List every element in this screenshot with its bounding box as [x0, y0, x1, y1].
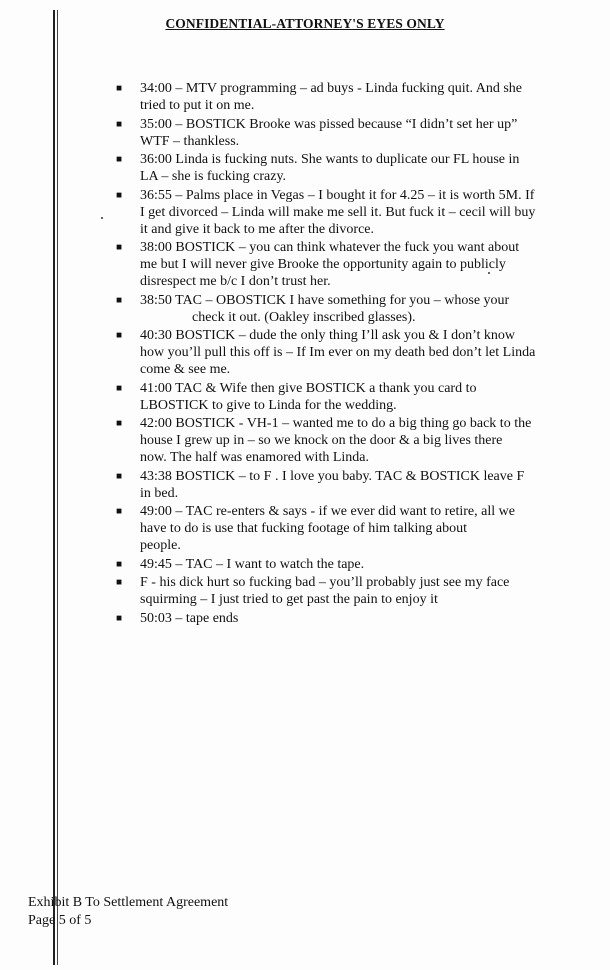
- entry-line: 49:45 – TAC – I want to watch the tape.: [140, 556, 365, 572]
- confidential-header: CONFIDENTIAL-ATTORNEY'S EYES ONLY: [165, 16, 445, 31]
- bullet-icon: ■: [116, 382, 123, 394]
- entry-line: 34:00 – MTV programming – ad buys - Linda fucking quit. And she: [140, 81, 522, 96]
- entry-line: 36:00 Linda is fucking nuts. She wants to duplicate our FL house in: [140, 152, 520, 167]
- entry-line: 35:00 – BOSTICK Brooke was pissed because “I didn’t set her up”: [140, 116, 518, 132]
- bullet-icon: ■: [116, 154, 123, 165]
- entry-line: 49:00 – TAC re-enters & says - if we ever did want to retire, all we: [140, 504, 515, 519]
- list-item: [116, 187, 576, 238]
- list-item: [116, 151, 576, 185]
- entry-line: I get divorced – Linda will make me sell it. But fuck it – cecil will buy: [140, 204, 536, 220]
- bullet-icon: ■: [116, 418, 123, 429]
- stray-mark: [101, 217, 103, 219]
- list-item: [116, 327, 576, 378]
- entry-line: disrespect me b/c I don’t trust her.: [140, 274, 331, 289]
- entry-line: have to do is use that fucking footage of him talking about: [140, 521, 467, 536]
- bullet-icon: ■: [116, 612, 123, 624]
- list-item: [116, 80, 576, 114]
- page-footer: [28, 894, 228, 930]
- entry-line: it and give it back to me after the divorce.: [140, 221, 375, 237]
- bullet-icon: ■: [116, 330, 123, 341]
- list-item: [116, 574, 576, 608]
- list-item: [116, 556, 576, 573]
- entry-line: 41:00 TAC & Wife then give BOSTICK a thank you card to: [140, 380, 477, 396]
- bullet-icon: ■: [116, 189, 123, 201]
- list-item: [116, 503, 576, 554]
- entry-line: WTF – thankless.: [140, 133, 240, 149]
- list-item: [116, 116, 576, 150]
- binding-line: [57, 10, 58, 965]
- entry-line: 38:50 TAC – OBOSTICK I have something for you – whose your: [140, 292, 510, 308]
- entry-line: how you’ll pull this off is – If Im ever on my death bed don’t let Linda: [140, 345, 536, 360]
- entry-line: 50:03 – tape ends: [140, 610, 239, 626]
- footer-exhibit-label: Exhibit B To Settlement Agreement: [28, 895, 229, 910]
- entry-line: LBOSTICK to give to Linda for the wedding.: [140, 397, 397, 413]
- binding-line: [53, 10, 55, 965]
- list-item: [116, 468, 576, 502]
- entry-line: 38:00 BOSTICK – you can think whatever the fuck you want about: [140, 240, 520, 255]
- list-item: [116, 610, 576, 627]
- entry-line: 43:38 BOSTICK – to F . I love you baby. TAC & BOSTICK leave F: [140, 468, 525, 484]
- bullet-icon: ■: [116, 470, 123, 482]
- list-item: [116, 380, 576, 414]
- entry-line: come & see me.: [140, 362, 231, 377]
- entries-list: [116, 80, 576, 628]
- entry-line: house I grew up in – so we knock on the door & a big lives there: [140, 433, 503, 448]
- bullet-icon: ■: [116, 506, 123, 517]
- entry-line: 42:00 BOSTICK - VH-1 – wanted me to do a big thing go back to the: [140, 416, 532, 431]
- footer-page-number: Page 5 of 5: [28, 913, 92, 928]
- entry-line: me but I will never give Brooke the opportunity again to publicly: [140, 257, 506, 272]
- entry-line: in bed.: [140, 485, 179, 501]
- entry-line: check it out. (Oakley inscribed glasses).: [192, 309, 416, 325]
- list-item: [116, 415, 576, 466]
- bullet-icon: ■: [116, 294, 123, 306]
- bullet-icon: ■: [116, 558, 123, 570]
- bullet-icon: ■: [116, 83, 123, 94]
- list-item: [116, 239, 576, 290]
- entry-line: now. The half was enamored with Linda.: [140, 450, 369, 465]
- entry-line: 36:55 – Palms place in Vegas – I bought it for 4.25 – it is worth 5M. If: [140, 187, 535, 203]
- entry-line: people.: [140, 538, 181, 553]
- entry-line: tried to put it on me.: [140, 98, 255, 113]
- entry-line: F - his dick hurt so fucking bad – you’ll probably just see my face: [140, 575, 510, 590]
- bullet-icon: ■: [116, 242, 123, 253]
- entry-line: 40:30 BOSTICK – dude the only thing I’ll ask you & I don’t know: [140, 328, 515, 343]
- bullet-icon: ■: [116, 118, 123, 130]
- entry-line: squirming – I just tried to get past the pain to enjoy it: [140, 592, 438, 607]
- stray-mark: [488, 272, 490, 274]
- bullet-icon: ■: [116, 577, 123, 588]
- entry-line: LA – she is fucking crazy.: [140, 169, 287, 184]
- list-item: [116, 292, 576, 326]
